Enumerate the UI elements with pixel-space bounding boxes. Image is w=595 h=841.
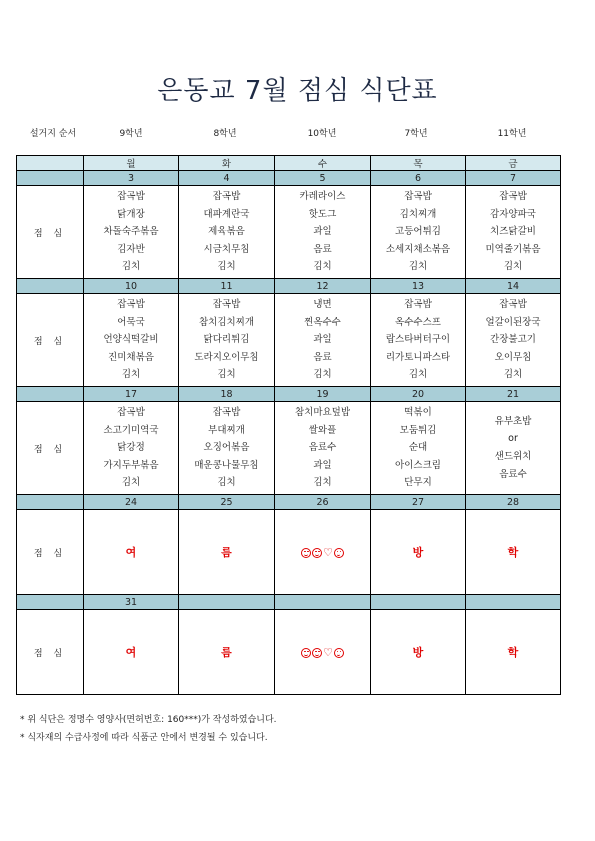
menu-item: 모둠튀김 [399, 424, 437, 436]
menu-cell [371, 186, 466, 279]
menu-item: 리가토니파스타 [385, 351, 451, 363]
smile-face-icon [301, 548, 311, 558]
vacation-cell [371, 610, 466, 695]
weekday-header: 목 [371, 156, 466, 171]
menu-item: 김치 [313, 261, 332, 273]
date-cell: 21 [466, 387, 561, 402]
menu-item: 소세지채소볶음 [385, 243, 451, 255]
menu-item: 참치마요덮밥 [294, 407, 351, 419]
date-cell: 28 [466, 495, 561, 510]
menu-item: 음료 [313, 243, 332, 255]
menu-item: 잡곡밥 [404, 191, 432, 203]
menu-item: 오이무침 [494, 351, 532, 363]
menu-item: 감자양파국 [490, 208, 536, 220]
menu-item: 떡볶이 [404, 407, 432, 419]
date-cell: 12 [275, 279, 371, 294]
vacation-cell [466, 610, 561, 695]
date-cell: 25 [179, 495, 275, 510]
menu-item: 차돌숙주볶음 [103, 226, 159, 238]
wink-face-icon [312, 548, 322, 558]
menu-item: 김치 [503, 369, 523, 381]
menu-cell [371, 402, 466, 495]
date-cell [275, 595, 371, 610]
menu-item: 잡곡밥 [117, 407, 145, 419]
menu-cell [179, 186, 275, 279]
date-cell: 7 [466, 171, 561, 186]
menu-item: 잡곡밥 [212, 299, 241, 311]
menu-cell [84, 402, 179, 495]
menu-cell [371, 294, 466, 387]
vacation-char: 름 [221, 646, 232, 659]
date-label-cell [17, 387, 84, 402]
date-cell: 6 [371, 171, 466, 186]
vacation-char: 여 [125, 646, 137, 659]
menu-item: 고등어튀김 [395, 226, 441, 238]
menu-item: 김치 [217, 477, 236, 489]
menu-item: 김치 [121, 261, 141, 273]
menu-item: 김치 [217, 369, 236, 381]
vacation-cell [84, 610, 179, 695]
menu-item: 부대찌개 [208, 424, 245, 436]
date-cell: 18 [179, 387, 275, 402]
vacation-cell [84, 510, 179, 595]
menu-item: 랍스타버터구이 [385, 334, 451, 346]
date-cell: 5 [275, 171, 371, 186]
vacation-char: 여 [125, 546, 137, 559]
weekday-header: 화 [179, 156, 275, 171]
menu-item: 김치 [121, 369, 141, 381]
menu-item: 치즈닭갈비 [490, 226, 536, 238]
date-label-cell [17, 595, 84, 610]
vacation-cell [371, 510, 466, 595]
menu-item: or [508, 433, 518, 445]
date-label-cell [17, 279, 84, 294]
menu-item: 찐옥수수 [304, 316, 341, 328]
meal-label: 점 심 [17, 510, 84, 595]
date-cell: 31 [84, 595, 179, 610]
date-cell: 13 [371, 279, 466, 294]
dishwash-grade: 8학년 [213, 129, 237, 139]
menu-item: 옥수수스프 [395, 316, 441, 328]
menu-item: 잡곡밥 [499, 299, 527, 311]
menu-item: 음료 [313, 351, 332, 363]
menu-item: 참치김치찌개 [198, 316, 255, 328]
kiss-face-icon [334, 648, 344, 658]
corner-cell [17, 156, 84, 171]
heart-icon: ♡ [323, 645, 333, 659]
vacation-cell [275, 510, 371, 595]
date-cell: 24 [84, 495, 179, 510]
date-cell: 26 [275, 495, 371, 510]
vacation-cell [275, 610, 371, 695]
meal-label: 점 심 [17, 402, 84, 495]
menu-item: 아이스크림 [395, 459, 441, 471]
menu-cell [275, 294, 371, 387]
menu-item: 김자반 [117, 243, 145, 255]
menu-item: 언양식떡갈비 [103, 334, 159, 346]
date-cell [466, 595, 561, 610]
menu-item: 음료수 [499, 468, 527, 480]
dishwash-grade: 7학년 [404, 129, 428, 139]
menu-item: 단무지 [404, 477, 432, 489]
menu-item: 도라지오이무침 [194, 351, 259, 363]
meal-table [16, 155, 561, 695]
menu-item: 소고기미역국 [103, 424, 159, 436]
menu-item: 잡곡밥 [117, 299, 145, 311]
vacation-char: 방 [412, 546, 424, 559]
vacation-char: 방 [412, 646, 424, 659]
menu-item: 김치 [503, 261, 523, 273]
menu-item: 제육볶음 [208, 226, 245, 238]
menu-cell [275, 402, 371, 495]
heart-icon: ♡ [323, 545, 333, 559]
date-cell: 17 [84, 387, 179, 402]
menu-item: 냉면 [313, 299, 332, 311]
date-cell [179, 595, 275, 610]
menu-cell [275, 186, 371, 279]
emoji-group [301, 645, 344, 659]
date-cell: 14 [466, 279, 561, 294]
menu-cell [179, 294, 275, 387]
weekday-header: 수 [275, 156, 371, 171]
menu-item: 닭강정 [117, 442, 145, 454]
menu-item: 오징어볶음 [203, 442, 250, 454]
menu-item: 잡곡밥 [404, 299, 432, 311]
menu-item: 잡곡밥 [117, 191, 145, 203]
date-cell: 19 [275, 387, 371, 402]
date-label-cell [17, 495, 84, 510]
meal-label: 점 심 [17, 186, 84, 279]
vacation-cell [179, 610, 275, 695]
menu-item: 샌드위치 [494, 451, 532, 462]
vacation-char: 름 [221, 546, 232, 559]
menu-item: 김치찌개 [399, 208, 437, 220]
menu-item: 매운콩나물무침 [194, 459, 259, 471]
menu-cell [466, 402, 561, 495]
menu-item: 잡곡밥 [212, 191, 241, 203]
notes [20, 712, 277, 748]
menu-item: 과일 [313, 459, 332, 471]
date-cell: 27 [371, 495, 466, 510]
date-cell: 10 [84, 279, 179, 294]
weekday-header: 금 [466, 156, 561, 171]
dishwash-grade: 9학년 [119, 129, 143, 139]
menu-item: 음료수 [308, 442, 337, 454]
vacation-cell [466, 510, 561, 595]
menu-item: 가지두부볶음 [103, 459, 159, 471]
menu-item: 김치 [313, 369, 332, 381]
meal-label: 점 심 [17, 294, 84, 387]
menu-item: 닭개장 [117, 208, 145, 220]
date-cell: 11 [179, 279, 275, 294]
menu-item: 간장불고기 [490, 334, 536, 346]
menu-item: 순대 [408, 442, 428, 454]
menu-item: 잡곡밥 [212, 407, 241, 419]
vacation-cell [179, 510, 275, 595]
kiss-face-icon [334, 548, 344, 558]
date-cell: 4 [179, 171, 275, 186]
menu-cell [466, 294, 561, 387]
wink-face-icon [312, 648, 322, 658]
menu-item: 시금치무침 [203, 243, 250, 255]
dishwash-grade: 11학년 [497, 129, 527, 139]
date-cell: 3 [84, 171, 179, 186]
menu-item: 핫도그 [308, 208, 337, 220]
menu-item: 김치 [121, 477, 141, 489]
menu-item: 진미채볶음 [108, 351, 154, 363]
vacation-char: 학 [507, 546, 519, 559]
date-cell: 20 [371, 387, 466, 402]
menu-cell [84, 186, 179, 279]
date-label-cell [17, 171, 84, 186]
emoji-group [301, 545, 344, 559]
menu-item: 과일 [313, 226, 332, 238]
smile-face-icon [301, 648, 311, 658]
menu-item: 대파계란국 [203, 208, 250, 220]
menu-item: 김치 [217, 261, 236, 273]
menu-cell [84, 294, 179, 387]
menu-item: 유부초밥 [494, 415, 532, 427]
note-line: * 위 식단은 정명수 영양사(면허번호: 160***)가 작성하였습니다. [20, 715, 277, 725]
menu-item: 쌀와플 [308, 424, 337, 436]
menu-item: 얼갈이된장국 [485, 316, 541, 328]
menu-item: 김치 [408, 369, 428, 381]
menu-item: 과일 [313, 334, 332, 346]
weekday-header: 월 [84, 156, 179, 171]
menu-item: 미역줄기볶음 [485, 243, 541, 255]
menu-item: 김치 [408, 261, 428, 273]
menu-item: 닭다리튀김 [203, 334, 250, 346]
dishwash-order [0, 126, 595, 140]
dishwash-grade: 10학년 [307, 129, 337, 139]
note-line: * 식자재의 수급사정에 따라 식품군 안에서 변경될 수 있습니다. [20, 733, 268, 743]
vacation-char: 학 [507, 646, 519, 659]
menu-cell [466, 186, 561, 279]
menu-cell [179, 402, 275, 495]
menu-item: 김치 [313, 477, 332, 489]
page-title: 은동교 7월 점심 식단표 [157, 76, 438, 106]
menu-item: 어묵국 [117, 316, 145, 328]
dishwash-label: 설거지 순서 [29, 129, 77, 139]
date-cell [371, 595, 466, 610]
menu-item: 카레라이스 [299, 191, 346, 203]
meal-label: 점 심 [17, 610, 84, 695]
menu-item: 잡곡밥 [499, 191, 527, 203]
